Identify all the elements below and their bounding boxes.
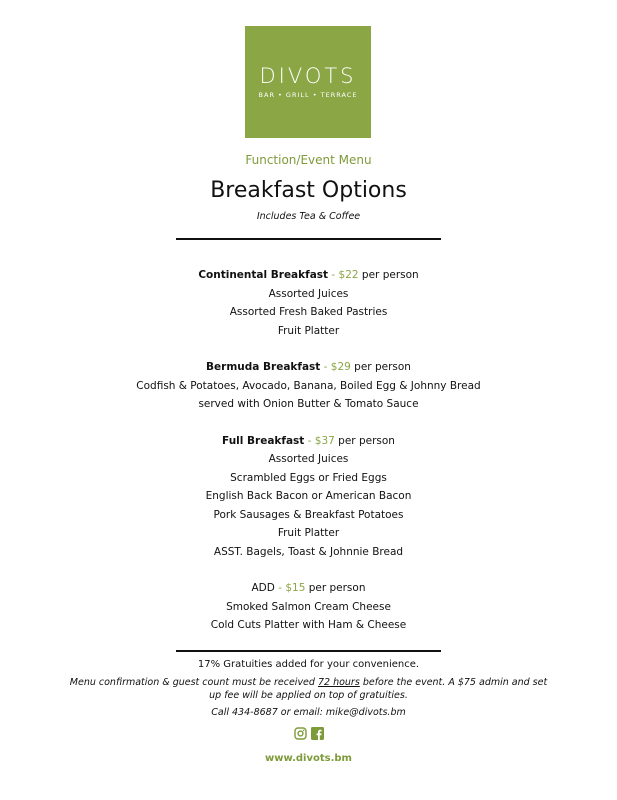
menu-item: Fruit Platter — [277, 324, 340, 337]
section-name: ADD — [251, 582, 275, 594]
menu-item: Smoked Salmon Cream Cheese — [226, 600, 391, 613]
page-title: Breakfast Options — [210, 178, 407, 203]
section-per: per person — [358, 269, 419, 281]
menu-item: served with Onion Butter & Tomato Sauce — [198, 398, 419, 410]
facebook-icon[interactable] — [311, 725, 324, 738]
section-dash: - — [328, 269, 339, 281]
menu-section-add — [0, 579, 617, 635]
divots-logo — [245, 26, 371, 138]
section-name: Bermuda Breakfast — [206, 361, 321, 373]
menu-sections — [0, 266, 617, 653]
menu-item: Pork Sausages & Breakfast Potatoes — [213, 508, 404, 521]
section-heading — [0, 432, 617, 451]
menu-section-continental — [0, 266, 617, 340]
bottom-divider — [176, 650, 441, 652]
section-heading — [0, 579, 617, 598]
section-dash: - — [304, 434, 315, 447]
instagram-icon[interactable] — [294, 725, 307, 738]
confirm-pre: Menu confirmation & guest count must be received — [69, 677, 318, 688]
social-links — [0, 725, 617, 738]
menu-item: Assorted Juices — [268, 287, 349, 300]
menu-item: ASST. Bagels, Toast & Johnnie Bread — [213, 545, 404, 558]
logo-tagline: BAR • GRILL • TERRACE — [258, 91, 358, 99]
menu-item: Scrambled Eggs or Fried Eggs — [230, 471, 387, 484]
contact-line[interactable]: Call 434-8687 or email: mike@divots.bm — [211, 707, 406, 718]
section-heading — [0, 358, 617, 377]
menu-section-bermuda — [0, 358, 617, 414]
section-per: per person — [305, 582, 366, 594]
section-per: per person — [350, 361, 411, 373]
section-heading — [0, 266, 617, 285]
gratuity-note: 17% Gratuities added for your convenience. — [197, 659, 420, 670]
top-divider — [176, 238, 441, 240]
menu-item: Cold Cuts Platter with Ham & Cheese — [210, 619, 407, 631]
logo-name: DIVOTS — [259, 64, 357, 88]
section-price: $29 — [330, 361, 351, 373]
section-price: $22 — [338, 269, 359, 281]
section-price: $37 — [314, 434, 335, 447]
section-price: $15 — [285, 582, 306, 594]
section-dash: - — [274, 582, 286, 594]
website-link[interactable]: www.divots.bm — [265, 753, 352, 764]
title-note: Includes Tea & Coffee — [256, 211, 361, 222]
confirm-post: before the event. A $75 admin and set up fee will be applied on top of gratuities. — [209, 677, 548, 701]
section-dash: - — [320, 361, 331, 373]
menu-item: Assorted Juices — [268, 453, 349, 465]
section-name: Continental Breakfast — [198, 269, 329, 281]
section-name: Full Breakfast — [222, 434, 305, 447]
menu-item: Codfish & Potatoes, Avocado, Banana, Boiled Egg & Johnny Bread — [136, 379, 481, 392]
section-per: per person — [334, 434, 395, 447]
menu-item: Assorted Fresh Baked Pastries — [229, 306, 388, 318]
confirmation-note — [66, 676, 551, 702]
confirm-hours: 72 hours — [317, 677, 360, 688]
menu-item: Fruit Platter — [277, 527, 340, 539]
menu-subtitle: Function/Event Menu — [245, 153, 372, 167]
menu-item: English Back Bacon or American Bacon — [205, 490, 412, 502]
menu-section-full — [0, 432, 617, 562]
